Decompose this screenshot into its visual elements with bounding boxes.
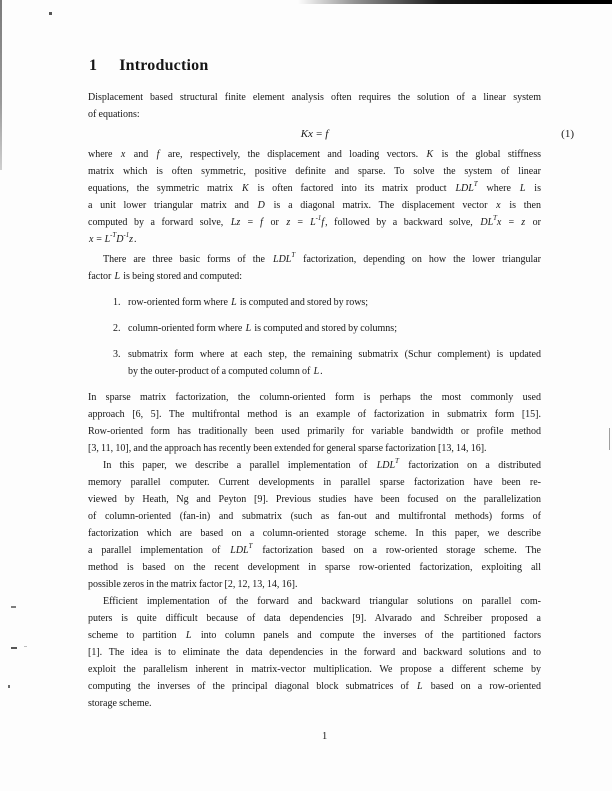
section-number: 1 [89,57,98,74]
paragraph [88,457,541,593]
scan-edge-strip [0,0,2,170]
list-item [88,346,541,380]
math-expression: $LDL^T$ [230,542,253,556]
list-item [88,294,541,311]
text-line: computing the inverses of the principal diagonal block submatrices of L based on a row-oriented [88,681,541,692]
math-expression: L [417,681,423,692]
math-expression: $LDL^T$ [455,180,478,194]
math-expression: $z = L^{-1}f$ [286,214,325,228]
text-line: a parallel implementation of $LDL^T$ factorization based on a row-oriented storage scheme. The [88,542,541,556]
text-line: memory parallel computer. Current developments in parallel sparse factorization have been re- [88,477,541,488]
text-line: a unit lower triangular matrix and D is a diagonal matrix. The displacement vector x is then [88,200,541,211]
math-expression: D [257,200,265,211]
text-line: viewed by Heath, Ng and Peyton [9]. Previous studies have been focused on the parallelization [88,494,541,505]
numbered-list [88,294,541,380]
paragraph [88,389,541,457]
text-line: puters is quite difficult because of data dependencies [9]. Alvarado and Schreiber proposed a [88,613,541,624]
list-item [88,320,541,337]
page-number: 1 [322,731,328,742]
page-content [88,56,574,712]
text-line: method is based on the recent development in sparse row-oriented factorization, exploiting all [88,562,541,573]
text-line: $x = L^{-T}D^{-1}z$. [89,231,137,245]
list-item-number: 2. [113,323,121,334]
equation-number: (1) [561,128,574,140]
list-item-text [128,346,541,380]
text-line: by the outer-product of a computed column of L. [128,366,323,377]
text-line: computed by a forward solve, Lz = f or $z = L^{-1}f$, followed by a backward solve, $DL^Tx = z$ or [88,214,541,228]
math-expression: $DL^Tx = z$ [480,214,526,228]
scan-speck [8,685,10,688]
paragraph [88,146,541,248]
text-line: Displacement based structural finite element analysis often requires the solution of a linear system [88,92,541,103]
math-expression: L [185,630,192,641]
text-line: approach [6, 5]. The multifrontal method is an example of factorization in submatrix form [15]. [88,409,541,420]
paragraph [88,593,541,712]
text-line: factorization which are based on a column-oriented storage scheme. In this paper, we describe [88,528,541,539]
math-expression: L [114,271,121,282]
text-line: Row-oriented form has traditionally been used primarily for variable bandwidth or profile method [88,426,541,437]
text-line: equations, the symmetric matrix K is often factored into its matrix product $LDL^T$ where L is [88,180,541,194]
scan-speck [609,428,610,450]
math-expression: L [313,366,320,377]
text-line: matrix which is often symmetric, positive definite and sparse. To solve the system of linear [88,166,541,177]
text-line: In sparse matrix factorization, the column-oriented form is perhaps the most commonly used [88,392,541,403]
list-item-number: 3. [113,349,121,360]
section-heading [89,56,541,76]
math-expression: x [496,200,501,211]
list-item-text [128,320,541,337]
text-line: storage scheme. [88,698,152,709]
math-expression: L [519,183,526,194]
text-line: submatrix form where at each step, the remaining submatrix (Schur complement) is updated [128,349,541,360]
text-line: row-oriented form where L is computed and stored by rows; [128,297,369,308]
text-line: factor L is being stored and computed: [88,271,243,282]
text-line: of column-oriented (fan-in) and submatrix (such as fan-out and multifrontal methods) forms of [88,511,541,522]
math-expression: f [156,149,160,160]
math-expression: K [426,149,434,160]
text-line: There are three basic forms of the $LDL^T$ factorization, depending on how the lower triangular [103,251,541,265]
text-line: [3, 11, 10], and the approach has recently been extended for general sparse factorization [13, 14, 16]. [88,443,487,454]
equation [88,126,574,143]
scan-speck [49,12,52,15]
scan-speck [11,647,17,649]
math-expression: Lz = f [230,217,263,228]
scan-speck [24,646,27,647]
paragraph [88,89,541,123]
math-expression: x [120,149,126,160]
math-expression: Kx = f [300,128,329,140]
text-line: of equations: [88,109,140,120]
math-expression: L [245,323,252,334]
math-expression: $LDL^T$ [273,251,296,265]
text-line: Efficient implementation of the forward and backward triangular solutions on parallel com- [103,596,541,607]
math-expression: L [231,297,237,308]
section-title: Introduction [119,57,209,74]
list-item-number: 1. [113,297,121,308]
text-line: [1]. The idea is to eliminate the data dependencies in the forward and backward solutions and to [88,647,541,658]
document-body [88,89,574,712]
paragraph [88,251,541,285]
text-line: scheme to partition L into column panels and compute the inverses of the partitioned factors [88,630,541,641]
text-line: possible zeros in the matrix factor [2, 12, 13, 14, 16]. [88,579,298,590]
math-expression: $LDL^T$ [376,457,399,471]
list-item-text [128,294,541,311]
math-expression: $x = L^{-T}D^{-1}z$ [89,231,134,245]
scan-speck [11,606,16,608]
text-line: column-oriented form where L is computed and stored by columns; [128,323,397,334]
text-line: In this paper, we describe a parallel implementation of $LDL^T$ factorization on a distributed [103,457,541,471]
scan-edge-bar [298,0,612,4]
text-line: exploit the parallelism inherent in matrix-vector multiplication. We propose a different scheme by [88,664,541,675]
math-expression: K [241,183,249,194]
text-line: where x and f are, respectively, the displacement and loading vectors. K is the global stiffness [88,149,541,160]
